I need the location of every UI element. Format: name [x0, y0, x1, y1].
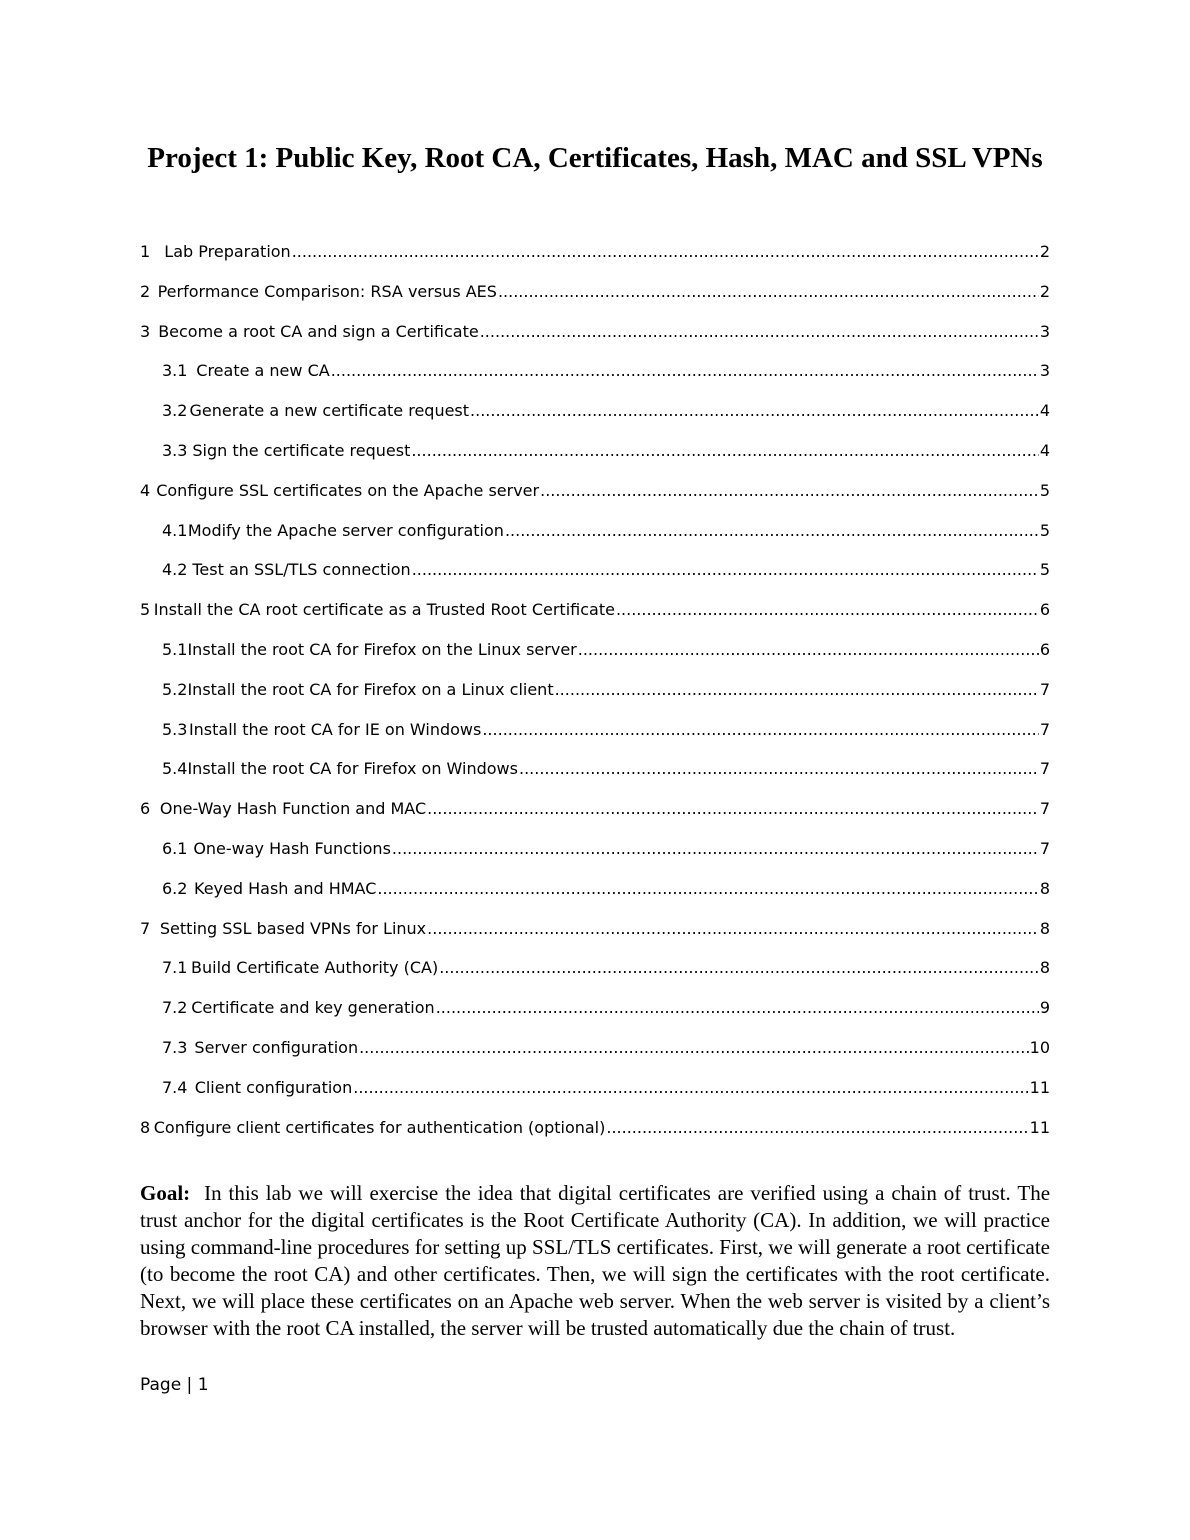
toc-entry-title: Modify the Apache server configuration: [187, 520, 504, 540]
toc-dot-leader: [427, 789, 1039, 829]
toc-entry[interactable]: [140, 272, 1050, 312]
toc-entry-number: 5.1: [162, 639, 188, 659]
toc-entry-page: 5: [1039, 480, 1050, 500]
toc-entry[interactable]: [140, 749, 1050, 789]
page-number-footer: Page | 1: [140, 1375, 209, 1395]
toc-entry-number: 3.3: [162, 440, 188, 460]
toc-dot-leader: [505, 511, 1039, 551]
toc-dot-leader: [482, 710, 1038, 750]
toc-entry-title: Become a root CA and sign a Certificate: [158, 321, 479, 341]
goal-text: In this lab we will exercise the idea that digital certificates are verified using a chain of trust. The trust anchor for the digital certificates is the Root Certificate Authority (CA). In addition, we will practice using command-line procedures for setting up SSL/TLS certificates. First, we will generate a root certificate (to become the root CA) and other certificates. Then, we will sign the certificates with the root certificate. Next, we will place these certificates on an Apache web server. When the web server is visited by a client’s browser with the root CA installed, the server will be trusted automatically due the chain of trust.: [140, 1181, 1051, 1340]
toc-entry[interactable]: [140, 431, 1050, 471]
goal-label: Goal:: [140, 1181, 191, 1205]
toc-entry-page: 11: [1029, 1117, 1050, 1137]
toc-entry-page: 7: [1039, 679, 1050, 699]
toc-entry-number: 6: [140, 799, 151, 819]
toc-entry[interactable]: [140, 550, 1050, 590]
toc-entry-number: 5.3: [162, 719, 188, 739]
toc-dot-leader: [578, 630, 1039, 670]
toc-entry[interactable]: [140, 948, 1050, 988]
toc-entry-page: 10: [1029, 1037, 1050, 1057]
toc-entry-number: 6.2: [162, 878, 188, 898]
toc-entry-number: 3.1: [162, 361, 188, 381]
toc-dot-leader: [540, 471, 1039, 511]
toc-dot-leader: [519, 749, 1039, 789]
toc-entry-number: 3.2: [162, 401, 188, 421]
toc-dot-leader: [439, 948, 1039, 988]
toc-dot-leader: [292, 232, 1039, 272]
toc-entry-number: 8: [140, 1117, 151, 1137]
toc-dot-leader: [377, 869, 1038, 909]
toc-entry-title: Generate a new certificate request: [189, 401, 470, 421]
toc-entry-number: 1: [140, 242, 151, 261]
toc-entry[interactable]: [140, 1068, 1050, 1108]
toc-entry-page: 3: [1039, 321, 1050, 341]
toc-entry-page: 11: [1029, 1077, 1050, 1097]
toc-entry-page: 4: [1039, 401, 1050, 421]
toc-entry-number: 4.2: [162, 560, 188, 580]
toc-entry-number: 5: [140, 600, 151, 620]
toc-entry-title: Install the root CA for Firefox on Windows: [187, 759, 518, 779]
toc-entry-title: Install the CA root certificate as a Trusted Root Certificate: [153, 600, 615, 620]
toc-dot-leader: [412, 550, 1039, 590]
toc-entry-title: Install the root CA for Firefox on a Linux client: [187, 679, 554, 699]
toc-dot-leader: [498, 272, 1039, 312]
toc-entry-page: 2: [1039, 242, 1050, 261]
toc-entry[interactable]: [140, 789, 1050, 829]
toc-dot-leader: [427, 909, 1039, 949]
toc-entry-page: 7: [1039, 799, 1050, 819]
toc-entry-title: Client configuration: [194, 1077, 353, 1097]
toc-dot-leader: [353, 1068, 1028, 1108]
toc-entry-page: 3: [1039, 361, 1050, 381]
toc-entry-number: 6.1: [162, 838, 188, 858]
document-title: Project 1: Public Key, Root CA, Certificates, Hash, MAC and SSL VPNs: [147, 142, 1043, 174]
toc-entry[interactable]: [140, 590, 1050, 630]
toc-entry-page: 8: [1039, 958, 1050, 978]
toc-entry[interactable]: [140, 511, 1050, 551]
toc-entry-title: Test an SSL/TLS connection: [192, 560, 411, 580]
goal-paragraph: [140, 1180, 1050, 1342]
toc-entry-title: Certificate and key generation: [191, 998, 435, 1018]
toc-entry-page: 2: [1039, 281, 1050, 301]
toc-dot-leader: [331, 351, 1039, 391]
toc-entry[interactable]: [140, 351, 1050, 391]
toc-entry[interactable]: [140, 1108, 1050, 1148]
toc-entry-page: 8: [1039, 878, 1050, 898]
toc-entry-title: Sign the certificate request: [192, 440, 411, 460]
toc-entry-title: Create a new CA: [196, 361, 330, 381]
toc-entry-number: 7.4: [162, 1077, 188, 1097]
toc-entry-number: 7.2: [162, 998, 188, 1018]
toc-entry[interactable]: [140, 869, 1050, 909]
toc-dot-leader: [436, 988, 1039, 1028]
toc-entry[interactable]: [140, 630, 1050, 670]
toc-entry-page: 7: [1039, 719, 1050, 739]
toc-entry[interactable]: [140, 909, 1050, 949]
toc-entry[interactable]: [140, 829, 1050, 869]
toc-dot-leader: [555, 670, 1039, 710]
toc-entry-number: 7.1: [162, 958, 188, 978]
toc-entry-title: Lab Preparation: [164, 242, 291, 261]
toc-entry[interactable]: [140, 988, 1050, 1028]
toc-entry[interactable]: [140, 312, 1050, 352]
toc-entry[interactable]: [140, 670, 1050, 710]
toc-entry-page: 7: [1039, 759, 1050, 779]
toc-entry-number: 4.1: [162, 520, 188, 540]
toc-entry-title: Install the root CA for Firefox on the Linux server: [187, 639, 577, 659]
toc-dot-leader: [359, 1028, 1029, 1068]
toc-entry-title: Performance Comparison: RSA versus AES: [157, 281, 497, 301]
toc-entry-number: 5.2: [162, 679, 188, 699]
toc-entry[interactable]: [140, 391, 1050, 431]
toc-entry-page: 8: [1039, 918, 1050, 938]
toc-entry-page: 4: [1039, 440, 1050, 460]
toc-entry[interactable]: [140, 232, 1050, 272]
toc-entry-number: 5.4: [162, 759, 188, 779]
toc-dot-leader: [392, 829, 1039, 869]
toc-entry-page: 6: [1039, 639, 1050, 659]
toc-entry[interactable]: [140, 471, 1050, 511]
toc-entry-title: Build Certificate Authority (CA): [191, 958, 439, 978]
toc-entry-number: 4: [140, 480, 151, 500]
toc-dot-leader: [616, 590, 1039, 630]
toc-entry-title: Configure SSL certificates on the Apache server: [156, 480, 540, 500]
toc-entry-number: 3: [140, 321, 151, 341]
toc-dot-leader: [480, 312, 1039, 352]
toc-entry-title: Configure client certificates for authentication (optional): [153, 1117, 606, 1137]
toc-entry-title: Server configuration: [194, 1037, 359, 1057]
toc-entry-page: 5: [1039, 520, 1050, 540]
toc-entry-title: Setting SSL based VPNs for Linux: [159, 918, 427, 938]
toc-entry-number: 7.3: [162, 1037, 188, 1057]
toc-entry[interactable]: [140, 710, 1050, 750]
toc-entry-title: One-Way Hash Function and MAC: [159, 799, 427, 819]
toc-entry-page: 6: [1039, 600, 1050, 620]
toc-entry-title: Install the root CA for IE on Windows: [188, 719, 482, 739]
toc-dot-leader: [606, 1108, 1028, 1148]
toc-entry-page: 5: [1039, 560, 1050, 580]
toc-entry-title: One-way Hash Functions: [193, 838, 391, 858]
toc-entry[interactable]: [140, 1028, 1050, 1068]
toc-entry-number: 2: [140, 281, 151, 301]
toc-entry-page: 9: [1039, 998, 1050, 1018]
toc-dot-leader: [411, 431, 1038, 471]
toc-entry-number: 7: [140, 918, 151, 938]
toc-dot-leader: [470, 391, 1039, 431]
table-of-contents: [140, 232, 1050, 1147]
toc-entry-page: 7: [1039, 838, 1050, 858]
toc-entry-title: Keyed Hash and HMAC: [194, 878, 377, 898]
